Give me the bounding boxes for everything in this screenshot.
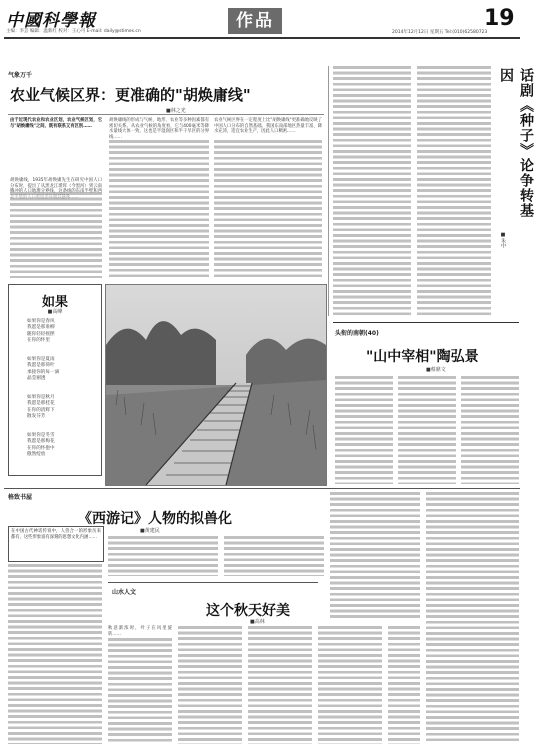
article4-author: ■高林 — [250, 619, 265, 625]
poem-title: 如果 — [41, 295, 68, 310]
right-lower-col1 — [330, 492, 420, 620]
article1-author: ■林之光 — [166, 108, 186, 114]
right-col1-text — [333, 66, 411, 316]
article2-col2-text — [398, 376, 456, 484]
masthead-credits: 主编：李芸 编辑：温新红 校对：王心可 E-mail: daily@stimes.cn — [6, 29, 141, 34]
article4-col1-text: 秋意渐浓时，叶子在风里旋转…… — [108, 626, 172, 744]
boardwalk-photo — [105, 284, 327, 486]
article1-intro: 由于近现代农业和农业区划，农业气候区划，它与"胡焕庸线"之间，既有联系又有区别…… — [10, 118, 102, 129]
section-title: 作品 — [228, 8, 282, 34]
article4-col4-text — [318, 626, 382, 744]
poem-author: ■高峰 — [47, 309, 63, 315]
article4-rule — [108, 582, 318, 584]
article3-col1-text — [8, 564, 102, 744]
article1-col2-text: 胡焕庸线的形成与气候、地形、农业等多种因素都有密切关系。从农业气候的角度看，它与400毫米等降水量线大体一致，这也是半湿润区和半干旱区的分界线…… — [109, 118, 209, 280]
article1-headline: 农业气候区界：更准确的"胡焕庸线" — [10, 86, 251, 104]
article1-col1-text: 胡焕庸线，1935年胡焕庸先生在研究中国人口分布时，提出了从黑龙江瑷珲（今黑河）到云南 — [10, 178, 102, 280]
column-label-gezhi: 格致书屋 — [8, 494, 33, 501]
boardwalk-image — [106, 285, 326, 485]
article3-author: ■黄建民 — [140, 528, 160, 534]
article3-col3-text — [224, 536, 324, 576]
article2-rule — [333, 322, 519, 324]
article3-col2-text — [108, 536, 218, 576]
article2-headline: "山中宰相"陶弘景 — [366, 349, 479, 365]
article1-col3-text: 农业气候区界在一定程度上比"胡焕庸线"更准确地反映了中国人口分布的自然基础。我国东南部地区热量丰富、降水充沛，适宜农业生产，因此人口稠密…… — [214, 118, 322, 280]
masthead — [0, 0, 524, 38]
divider-right — [328, 66, 331, 316]
mid-rule — [4, 488, 520, 489]
article4-headline: 这个秋天好美 — [206, 603, 290, 619]
article2-author: ■蔡鼎文 — [426, 367, 446, 373]
article1-rule — [8, 114, 324, 115]
article2-col3-text — [461, 376, 519, 484]
poem-stanza-2: 如果你是夏雨 我愿是那荷叶 承接你的每一滴 晶莹剔透 — [27, 357, 60, 382]
poem-stanza-4: 如果你是冬雪 我愿是那梅花 在你的怀抱中 傲然绽放 — [27, 433, 55, 458]
right-lower-col3 — [388, 626, 420, 744]
poem-stanza-1: 如果你是春风 我愿是那垂柳 随你轻轻摇摆 在你的怀里 — [27, 319, 55, 344]
masthead-rule — [4, 37, 520, 39]
poem-box — [8, 284, 102, 476]
column-label-touxian: 头衔的南朝(40) — [335, 330, 379, 337]
essay-right-headline: 话剧《种子》论争转基因 — [498, 68, 534, 218]
date-line: 2014年12月12日 星期五 Tel:(010)62580723 — [392, 30, 488, 35]
article3-headline: 《西游记》人物的拟兽化 — [78, 511, 232, 527]
right-lower-col2 — [426, 492, 519, 744]
column-label-qixiang: 气象万千 — [8, 72, 33, 79]
column-label-shanshui: 山水人文 — [112, 589, 137, 596]
page-number: 19 — [484, 6, 515, 31]
article3-intro: 在中国古代神话传说中，人兽合一的形象历来都有，这些形象富有深刻的思想文化内涵…… — [8, 526, 104, 562]
poem-stanza-3: 如果你是秋月 我愿是那桂花 在你的清辉下 散发芬芳 — [27, 395, 55, 420]
right-col2-text — [417, 66, 491, 316]
article4-col3-text — [248, 626, 312, 744]
essay-right-author: ■朱中 — [500, 232, 506, 248]
newspaper-logo: 中國科學報 — [6, 11, 96, 31]
article4-col2-text — [178, 626, 242, 744]
article2-col1-text — [335, 376, 393, 484]
